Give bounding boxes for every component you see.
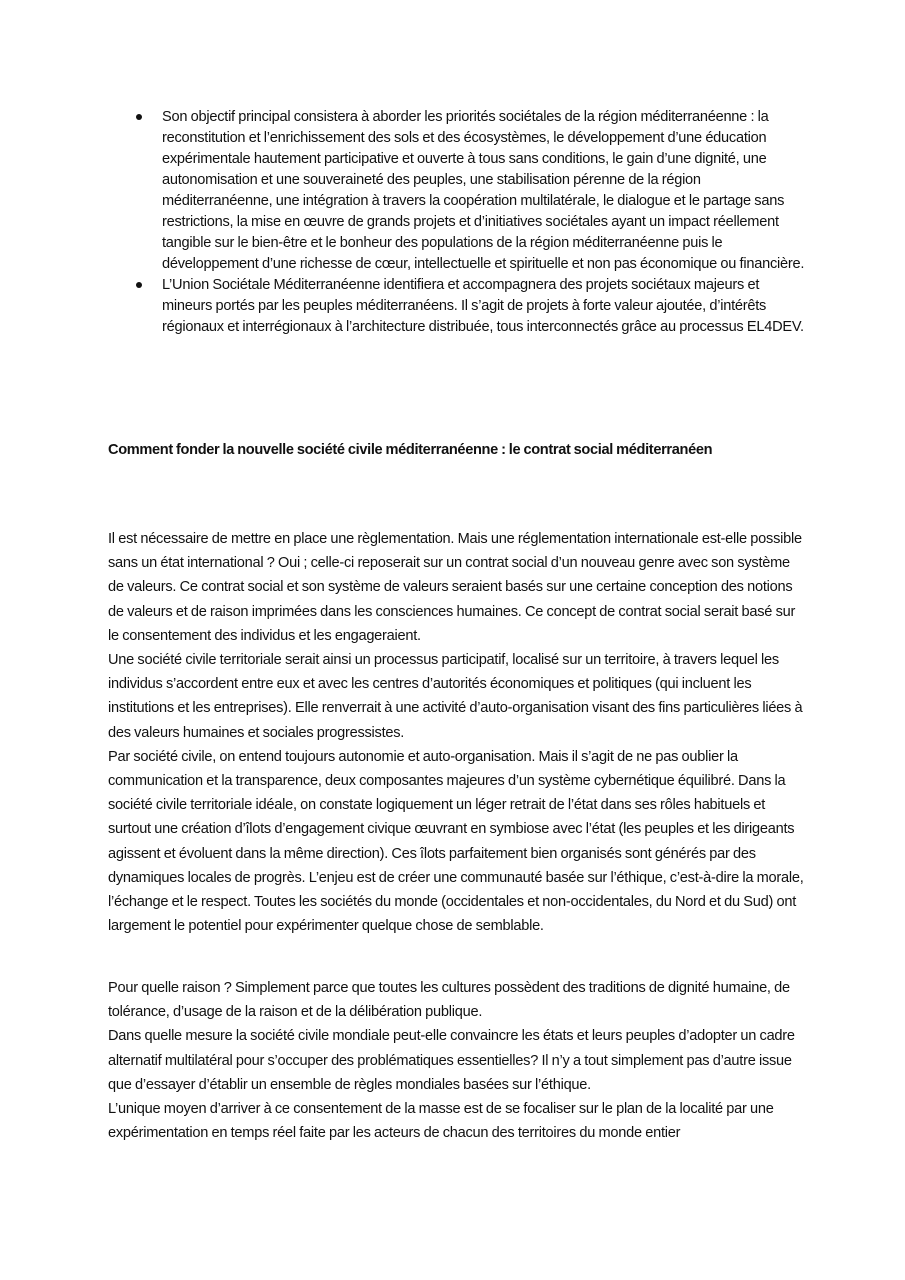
bullet-text: L’Union Sociétale Méditerranéenne identifiera et accompagnera des projets sociétaux majeurs et mineurs portés par les peuples méditerranéens. Il s’agit de projets à forte valeur ajoutée, d’intérêts régionaux et interrégionaux à l’architecture distribuée, tous interconnectés grâce au processus EL4DEV.	[162, 277, 804, 335]
bullet-icon	[136, 114, 142, 120]
bullet-icon	[136, 282, 142, 288]
body-paragraph: Il est nécessaire de mettre en place une règlementation. Mais une réglementation internationale est-elle possible sans un état international ? Oui ; celle-ci reposerait sur un contrat social d’un nouveau genre avec son système de valeurs. Ce contrat social et son système de valeurs seraient basés sur une certaine conception des notions de valeurs et de raison imprimées dans les consciences humaines. Ce concept de contrat social serait basé sur le consentement des individus et les engageraient. Une société civile territoriale serait ainsi un processus participatif, localisé sur un territoire, à travers lequel les individus s’accordent entre eux et avec les centres d’autorités économiques et politiques (qui incluent les institutions et les entreprises). Elle renverrait à une activité d’auto-organisation visant des fins particulières liées à des valeurs humaines et sociales progressistes. Par société civile, on entend toujours autonomie et auto-organisation. Mais il s’agit de ne pas oublier la communication et la transparence, deux composantes majeures d’un système cybernétique équilibré. Dans la société civile territoriale idéale, on constate logiquement un léger retrait de l’état dans ses rôles habituels et surtout une création d’îlots d’engagement civique œuvrant en symbiose avec l’état (les peuples et les dirigeants agissent et évoluent dans la même direction). Ces îlots parfaitement bien organisés sont générés par des dynamiques locales de progrès. L’enjeu est de créer une communauté basée sur l’éthique, c’est-à-dire la morale, l’échange et le respect. Toutes les sociétés du monde (occidentales et non-occidentales, du Nord et du Sud) ont largement le potentiel pour expérimenter quelque chose de semblable.	[108, 531, 804, 935]
bullet-item	[108, 275, 808, 338]
bullet-item	[108, 107, 808, 275]
body-paragraph: Pour quelle raison ? Simplement parce que toutes les cultures possèdent des traditions de dignité humaine, de tolérance, d’usage de la raison et de la délibération publique. Dans quelle mesure la société civile mondiale peut-elle convaincre les états et leurs peuples d’adopter un cadre alternatif multilatéral pour s’occuper des problématiques essentielles? Il n’y a tout simplement pas d’autre issue que d’essayer d’établir un ensemble de règles mondiales basées sur l’éthique. L’unique moyen d’arriver à ce consentement de la masse est de se focaliser sur le plan de la localité par une expérimentation en temps réel faite par les acteurs de chacun des territoires du monde entier	[108, 980, 795, 1142]
bullet-text: Son objectif principal consistera à aborder les priorités sociétales de la région méditerranéenne : la reconstitution et l’enrichissement des sols et des écosystèmes, le développement d’une éducation expérimentale hautement participative et ouverte à tous sans conditions, le gain d’une dignité, une autonomisation et une souveraineté des peuples, une stabilisation pérenne de la région méditerranéenne, une intégration à travers la coopération multilatérale, le dialogue et le partage sans restrictions, la mise en œuvre de grands projets et d’initiatives sociétales ayant un impact réellement tangible sur le bien-être et le bonheur des populations de la région méditerranéenne puis le développement d’une richesse de cœur, intellectuelle et spirituelle et non pas économique ou financière.	[162, 109, 805, 272]
section-heading: Comment fonder la nouvelle société civile méditerranéenne : le contrat social méditerranéen	[108, 442, 713, 458]
bullet-list	[108, 107, 808, 338]
